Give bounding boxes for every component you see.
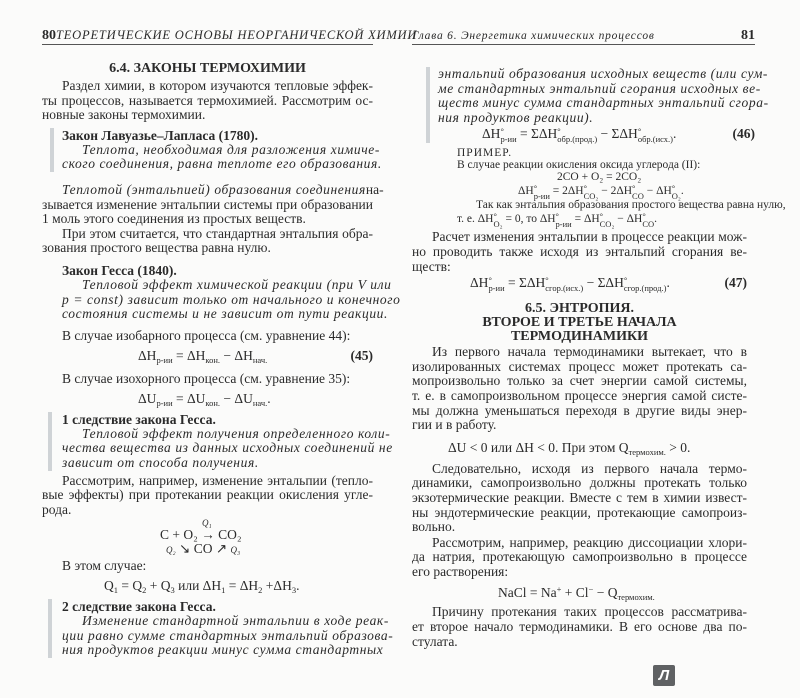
text-line: зависит от способа получения. <box>62 454 259 470</box>
formula-subscript: 2 <box>142 585 147 596</box>
formula-subscript: р-ии <box>533 190 550 201</box>
text-line: 1 моль этого соединения из простых веществ. <box>42 211 306 227</box>
corollary-title: 1 следствие закона Гесса. <box>62 411 216 427</box>
formula-term: = ΣΔH <box>516 126 558 142</box>
text-line: зования простого вещества равна нулю. <box>42 240 271 256</box>
combustion-paragraph <box>412 230 747 274</box>
formula-term: − ΔH <box>643 185 672 198</box>
formula-subscript: 3 <box>291 585 297 596</box>
formula-subscript: 1 <box>221 585 226 596</box>
formula-subscript: 3 <box>170 585 175 596</box>
paragraph <box>412 536 747 580</box>
reaction-scheme <box>42 517 373 556</box>
formula-index <box>672 184 681 200</box>
formula-term: ΔU <box>138 390 157 406</box>
text-line: Тепловой эффект получения определенного коли- <box>82 425 391 441</box>
q3-label: Q₃ <box>230 545 241 556</box>
formula-term: т. е. ΔH <box>457 213 494 226</box>
law-block <box>50 127 382 172</box>
formula-term: = Q <box>118 578 143 594</box>
continuation-text <box>438 66 769 125</box>
nacl-row <box>412 584 755 602</box>
formula-term: + Q <box>146 578 171 594</box>
formula-index <box>600 212 615 228</box>
formula-term: +ΔH <box>262 578 292 594</box>
page-number-left: 80 <box>42 28 56 43</box>
right-page <box>412 28 786 649</box>
law-title: Закон Гесса (1840). <box>62 262 177 278</box>
text-line: изолированных системах процесс может протекать са- <box>412 358 747 374</box>
text-line: экзотермические реакции. Вместе с тем в химии извест- <box>412 489 747 505</box>
section-title-line: ВТОРОЕ И ТРЕТЬЕ НАЧАЛА <box>482 315 677 331</box>
text-line: мы должна уменьшаться переходя в другие виды энер- <box>412 402 747 418</box>
equation-47-row <box>412 274 747 292</box>
text-line: гии и в работу. <box>412 417 497 433</box>
law-text <box>62 276 401 322</box>
formula-term: − ΣΔH <box>583 275 624 291</box>
definition-term: Теплотой (энтальпией) образования соединения <box>62 181 366 197</box>
formula-subscript: обр.(прод.) <box>557 134 598 145</box>
formula-term: . <box>673 126 677 142</box>
text-line: динамики, самопроизвольно должны протекать только <box>412 475 747 491</box>
formula-index <box>557 127 597 143</box>
equation-47 <box>412 274 725 292</box>
nacl-equation <box>412 584 755 602</box>
formula-term: или ΔH <box>174 578 222 594</box>
text-line: ет второе начало термодинамики. В его основе два по- <box>412 619 747 635</box>
definition-hyphen: на- <box>365 181 384 197</box>
continuation-block <box>426 66 769 145</box>
condition-equation <box>412 439 755 457</box>
formula-index <box>534 184 550 200</box>
formula-subscript: термохим. <box>617 592 655 603</box>
text-line: рода. <box>42 501 72 517</box>
formula-subscript: 2 <box>258 585 263 596</box>
formula-term: . <box>267 390 271 406</box>
law-block <box>42 262 401 322</box>
text-line: Расчет изменения энтальпии в процессе реакции мож- <box>432 229 747 245</box>
definition-paragraph <box>42 181 384 227</box>
text-line: новные законы термохимии. <box>42 107 206 123</box>
text-line: ме стандартных энтальпий сгорания исходных ве- <box>438 80 761 96</box>
formula-subscript: р-ии <box>555 218 572 229</box>
formula-subscript: O₂ <box>671 190 681 201</box>
formula-superscript: ° <box>493 210 497 221</box>
formula-index <box>488 276 504 292</box>
section-title: 6.4. ЗАКОНЫ ТЕРМОХИМИИ <box>109 61 306 76</box>
corollary-block <box>48 411 393 471</box>
equation-number: (47) <box>724 275 747 291</box>
example-intro: В случае реакции окисления оксида углерода (II): <box>457 159 701 172</box>
formula-term: + Cl <box>561 585 589 601</box>
formula-term: ΔU < 0 или ΔH < 0. При этом Q <box>448 439 629 455</box>
formula-term: − ΔU <box>220 390 253 406</box>
formula-subscript: нач. <box>252 354 268 365</box>
text-line: вые эффекты) при протекании реакции окисления угле- <box>42 487 373 503</box>
formula-subscript: кон. <box>205 354 221 365</box>
formula-subscript: сгор.(прод.) <box>623 283 667 294</box>
formula-term: > 0. <box>665 439 691 455</box>
formula-subscript: кон. <box>205 397 221 408</box>
formula-subscript: CO <box>632 190 644 201</box>
law-title: Закон Лавуазье–Лапласа (1780). <box>62 127 259 143</box>
section-title-line: ТЕРМОДИНАМИКИ <box>510 329 649 345</box>
equation-u <box>42 390 373 408</box>
formula-term: . <box>666 275 670 291</box>
page-number-right: 81 <box>741 28 755 43</box>
text-line: его растворения: <box>412 563 509 579</box>
equation-u-row <box>42 390 373 408</box>
paragraph <box>412 462 747 535</box>
intro-paragraph <box>42 79 373 123</box>
formula-subscript: CO <box>642 218 655 229</box>
formula-index <box>493 212 502 228</box>
equation-46 <box>438 125 733 143</box>
text-line: Следовательно, исходя из первого начала термо- <box>432 460 747 476</box>
definition-lines <box>42 198 373 227</box>
formula-subscript: обр.(исх.) <box>637 134 674 145</box>
text-line: Теплота, необходимая для разложения химиче- <box>82 141 380 157</box>
formula-superscript: ° <box>637 126 642 137</box>
text-line: ны эндотермические реакции, протекающие самопроиз- <box>412 504 747 520</box>
formula-subscript: O₂ <box>493 218 503 229</box>
text-line: состояния системы и не зависит от пути реакции. <box>62 306 388 322</box>
example-note-equation <box>457 211 755 227</box>
formula-superscript: − <box>588 584 594 595</box>
text-line: Причину протекания таких процессов рассматрива- <box>432 604 747 620</box>
formula-subscript: р-ии <box>500 134 517 145</box>
formula-index <box>500 127 516 143</box>
example-block <box>412 147 786 229</box>
formula-superscript: ° <box>599 210 604 221</box>
in-this-case-text: В этом случае: <box>62 558 147 574</box>
left-page <box>42 28 418 658</box>
formula-superscript: ° <box>623 275 628 286</box>
formula-term: ΔH <box>138 347 157 363</box>
text-line: вольно. <box>412 519 456 535</box>
formula-superscript: ° <box>642 210 646 221</box>
section-title-line: 6.5. ЭНТРОПИЯ. <box>525 301 634 317</box>
text-line: Из первого начала термодинамики вытекает, что в <box>432 344 747 360</box>
formula-term: . <box>680 185 684 198</box>
formula-subscript: термохим. <box>628 446 666 457</box>
text-line: т. е. в самопроизвольном процессе энергия самой систе- <box>412 387 747 403</box>
formula-subscript: CO₂ <box>583 190 599 201</box>
equation-q <box>42 577 373 595</box>
text-line: Рассмотрим, например, изменение энтальпии (тепло- <box>62 472 373 488</box>
example-label: ПРИМЕР. <box>457 147 513 160</box>
condition-row <box>412 439 755 457</box>
formula-term: = ΔH <box>172 347 206 363</box>
formula-superscript: ° <box>488 275 492 286</box>
formula-term: − 2ΔH <box>598 185 633 198</box>
formula-term: = ΔH <box>225 578 259 594</box>
formula-subscript: 1 <box>113 585 118 596</box>
formula-superscript: ° <box>500 126 504 137</box>
text-line: да натрия, протекающую самопроизвольно в процессе <box>412 549 747 565</box>
running-header-left <box>42 28 418 45</box>
section-title-65 <box>412 302 747 344</box>
text-line: ществ минус сумма стандартных энтальпий сгора- <box>438 95 769 111</box>
example-equation-row <box>457 183 755 199</box>
formula-term: = ΔH <box>571 213 600 226</box>
formula-superscript: + <box>556 584 562 595</box>
formula-term: − ΔH <box>614 213 643 226</box>
law-text <box>62 141 382 172</box>
text-line: ния продуктов реакции минус сумма стандартных <box>62 642 384 658</box>
formula-term: = ΔU <box>172 390 206 406</box>
formula-term: − ΣΔH <box>597 126 638 142</box>
formula-term: NaCl = Na <box>498 585 557 601</box>
paragraph <box>412 345 747 433</box>
text-line: ции равно сумме стандартных энтальпий образова- <box>62 627 394 643</box>
corollary-block <box>48 599 394 658</box>
equation-q-row <box>42 577 373 595</box>
q1-label: Q₁ <box>202 518 212 529</box>
example-note-row <box>457 211 755 227</box>
formula-term: ΔH <box>482 126 501 142</box>
formula-superscript: ° <box>545 275 549 286</box>
paragraph <box>412 605 747 649</box>
formula-term: . <box>654 213 658 226</box>
formula-index <box>632 184 644 200</box>
equation-45 <box>42 347 351 365</box>
isochoric-text: В случае изохорного процесса (см. уравнение 35): <box>62 370 351 386</box>
corollary-text <box>62 425 393 471</box>
example-note: Так как энтальпия образования простого вещества равна нулю, <box>476 199 786 212</box>
formula-index <box>545 276 583 292</box>
formula-subscript: CO₂ <box>599 218 615 229</box>
formula-subscript: сгор.(исх.) <box>545 283 584 294</box>
formula-subscript: р-ии <box>156 354 173 365</box>
formula-superscript: ° <box>583 182 587 193</box>
equation-45-row <box>42 347 373 365</box>
text-line: Рассмотрим, например, реакцию диссоциации хлори- <box>432 534 747 550</box>
formula-index <box>638 127 673 143</box>
formula-subscript: р-ии <box>488 283 505 294</box>
example-paragraph <box>42 474 373 518</box>
running-header-right <box>412 28 755 45</box>
equation-number: (45) <box>350 347 373 363</box>
running-header-title: Глава 6. Энергетика химических процессов <box>412 30 655 42</box>
formula-term: − Q <box>593 585 618 601</box>
formula-term: = 0, то ΔH <box>502 213 556 226</box>
formula-term: − ΔH <box>220 347 253 363</box>
text-line: p = const) зависит только от начального и конечного <box>62 291 401 307</box>
formula-index <box>642 212 654 228</box>
text-line: Раздел химии, в котором изучаются тепловые эффек- <box>62 78 373 93</box>
running-header-title: ТЕОРЕТИЧЕСКИЕ ОСНОВЫ НЕОРГАНИЧЕСКОЙ ХИМИИ <box>56 28 418 42</box>
example-reaction: 2CO + O₂ = 2CO₂ <box>557 171 642 184</box>
corollary-text <box>62 613 394 658</box>
equation-number: (46) <box>732 126 755 142</box>
formula-term: = 2ΔH <box>549 185 584 198</box>
formula-term: = ΣΔH <box>504 275 546 291</box>
text-line: зывается изменение энтальпии системы при образовании <box>42 196 373 212</box>
formula-index <box>623 275 670 294</box>
formula-superscript: ° <box>533 182 538 193</box>
formula-superscript: ° <box>555 210 559 221</box>
formula-subscript: нач. <box>252 397 268 408</box>
formula-superscript: ° <box>671 182 676 193</box>
formula-term: ΔH <box>518 185 534 198</box>
formula-index <box>584 184 599 200</box>
equation-46-row <box>438 125 755 143</box>
scheme-main: C + O₂ → CO₂ <box>160 527 242 543</box>
formula-superscript: ° <box>557 126 561 137</box>
scheme-mid: ↘ CO ↗ <box>179 541 228 557</box>
formula-term: . <box>296 578 300 594</box>
text-line: ты процессов, называется термохимией. Рассмотрим ос- <box>42 92 373 108</box>
corollary-title: 2 следствие закона Гесса. <box>62 599 216 615</box>
text-line: Изменение стандартной энтальпии в ходе реак- <box>82 613 389 629</box>
text-line: стулата. <box>412 633 458 649</box>
text-line: но проводить также исходя из энтальпий сгорания ве- <box>412 243 747 259</box>
q2-label: Q₂ <box>166 545 176 556</box>
formula-term: Q <box>104 578 114 594</box>
zero-enthalpy-paragraph <box>42 227 373 256</box>
isobaric-text: В случае изобарного процесса (см. уравнение 44): <box>62 327 351 343</box>
text-line: При этом считается, что стандартная энтальпия обра- <box>62 225 373 241</box>
formula-index <box>556 212 572 228</box>
text-line: мопроизвольно только за счет энергии самой системы, <box>412 373 747 389</box>
text-line: Тепловой эффект химической реакции (при V или <box>82 276 392 292</box>
formula-subscript: р-ии <box>156 397 173 408</box>
publisher-logo: Л <box>653 665 675 686</box>
text-line: чества вещества из данных исходных соединений не <box>62 440 393 456</box>
text-line: ния продуктов реакции). <box>438 109 594 125</box>
formula-term: ΔH <box>470 275 489 291</box>
text-line: ского соединения, равна теплоте его образования. <box>62 156 382 172</box>
formula-superscript: ° <box>632 182 636 193</box>
text-line: энтальпий образования исходных веществ (или сум- <box>438 66 769 81</box>
text-line: ществ: <box>412 258 451 274</box>
example-equation <box>457 183 755 199</box>
